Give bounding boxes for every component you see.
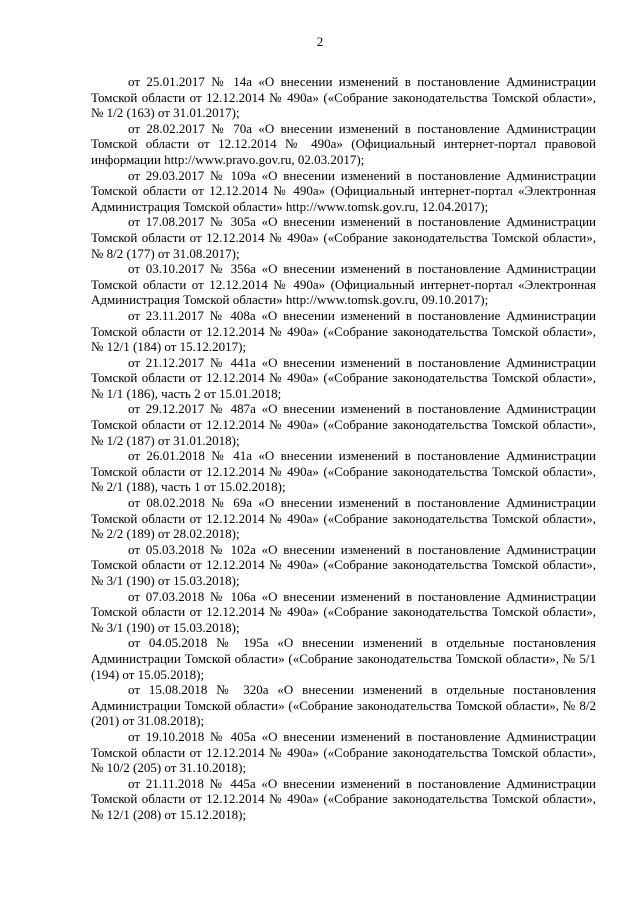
- amendment-paragraph: от 23.11.2017 № 408а «О внесении изменений в постановление Администрации Томской области от 12.12.2014 № 490а» («Собрание законодательства Томской области», № 12/1 (184) от 15.12.2017);: [91, 307, 596, 355]
- amendment-paragraph: от 17.08.2017 № 305а «О внесении изменений в постановление Администрации Томской области от 12.12.2014 № 490а» («Собрание законодательства Томской области», № 8/2 (177) от 31.08.2017);: [91, 214, 596, 261]
- amendment-paragraph: от 26.01.2018 № 41а «О внесении изменений в постановление Администрации Томской области от 12.12.2014 № 490а» («Собрание законодательства Томской области», № 2/1 (188), часть 1 от 15.02.2018);: [91, 448, 596, 495]
- amendment-paragraph: от 04.05.2018 № 195а «О внесении изменений в отдельные постановления Администрации Томской области» («Собрание законодательства Томской области», № 5/1 (194) от 15.05.2018);: [91, 635, 596, 682]
- amendment-paragraph: от 21.11.2018 № 445а «О внесении изменений в постановление Администрации Томской области от 12.12.2014 № 490а» («Собрание законодательства Томской области», № 12/1 (208) от 15.12.2018);: [91, 775, 596, 822]
- amendments-list: [91, 74, 596, 823]
- amendment-paragraph: от 29.03.2017 № 109а «О внесении изменений в постановление Администрации Томской области от 12.12.2014 № 490а» (Официальный интернет-портал «Электронная Администрация Томской области» http://www.tomsk.gov.ru, 12.04.2017);: [91, 167, 596, 214]
- amendment-paragraph: от 05.03.2018 № 102а «О внесении изменений в постановление Администрации Томской области от 12.12.2014 № 490а» («Собрание законодательства Томской области», № 3/1 (190) от 15.03.2018);: [91, 541, 596, 588]
- amendment-paragraph: от 28.02.2017 № 70а «О внесении изменений в постановление Администрации Томской области от 12.12.2014 № 490а» (Официальный интернет-портал правовой информации http://www.pravo.gov.ru, 02.03.2017);: [91, 120, 596, 167]
- amendment-paragraph: от 25.01.2017 № 14а «О внесении изменений в постановление Администрации Томской области от 12.12.2014 № 490а» («Собрание законодательства Томской области», № 1/2 (163) от 31.01.2017);: [91, 74, 596, 121]
- amendment-paragraph: от 21.12.2017 № 441а «О внесении изменений в постановление Администрации Томской области от 12.12.2014 № 490а» («Собрание законодательства Томской области», № 1/1 (186), часть 2 от 15.01.2018;: [91, 354, 596, 401]
- amendment-paragraph: от 29.12.2017 № 487а «О внесении изменений в постановление Администрации Томской области от 12.12.2014 № 490а» («Собрание законодательства Томской области», № 1/2 (187) от 31.01.2018);: [91, 401, 596, 448]
- amendment-paragraph: от 15.08.2018 № 320а «О внесении изменений в отдельные постановления Администрации Томской области» («Собрание законодательства Томской области», № 8/2 (201) от 31.08.2018);: [91, 682, 596, 729]
- amendment-paragraph: от 03.10.2017 № 356а «О внесении изменений в постановление Администрации Томской области от 12.12.2014 № 490а» (Официальный интернет-портал «Электронная Администрация Томской области» http://www.tomsk.gov.ru, 09.10.2017);: [91, 261, 596, 308]
- page-number: 2: [316, 34, 324, 49]
- amendment-paragraph: от 19.10.2018 № 405а «О внесении изменений в постановление Администрации Томской области от 12.12.2014 № 490а» («Собрание законодательства Томской области», № 10/2 (205) от 31.10.2018);: [91, 728, 596, 776]
- amendment-paragraph: от 07.03.2018 № 106а «О внесении изменений в постановление Администрации Томской области от 12.12.2014 № 490а» («Собрание законодательства Томской области», № 3/1 (190) от 15.03.2018);: [91, 588, 596, 635]
- amendment-paragraph: от 08.02.2018 № 69а «О внесении изменений в постановление Администрации Томской области от 12.12.2014 № 490а» («Собрание законодательства Томской области», № 2/2 (189) от 28.02.2018);: [91, 495, 596, 542]
